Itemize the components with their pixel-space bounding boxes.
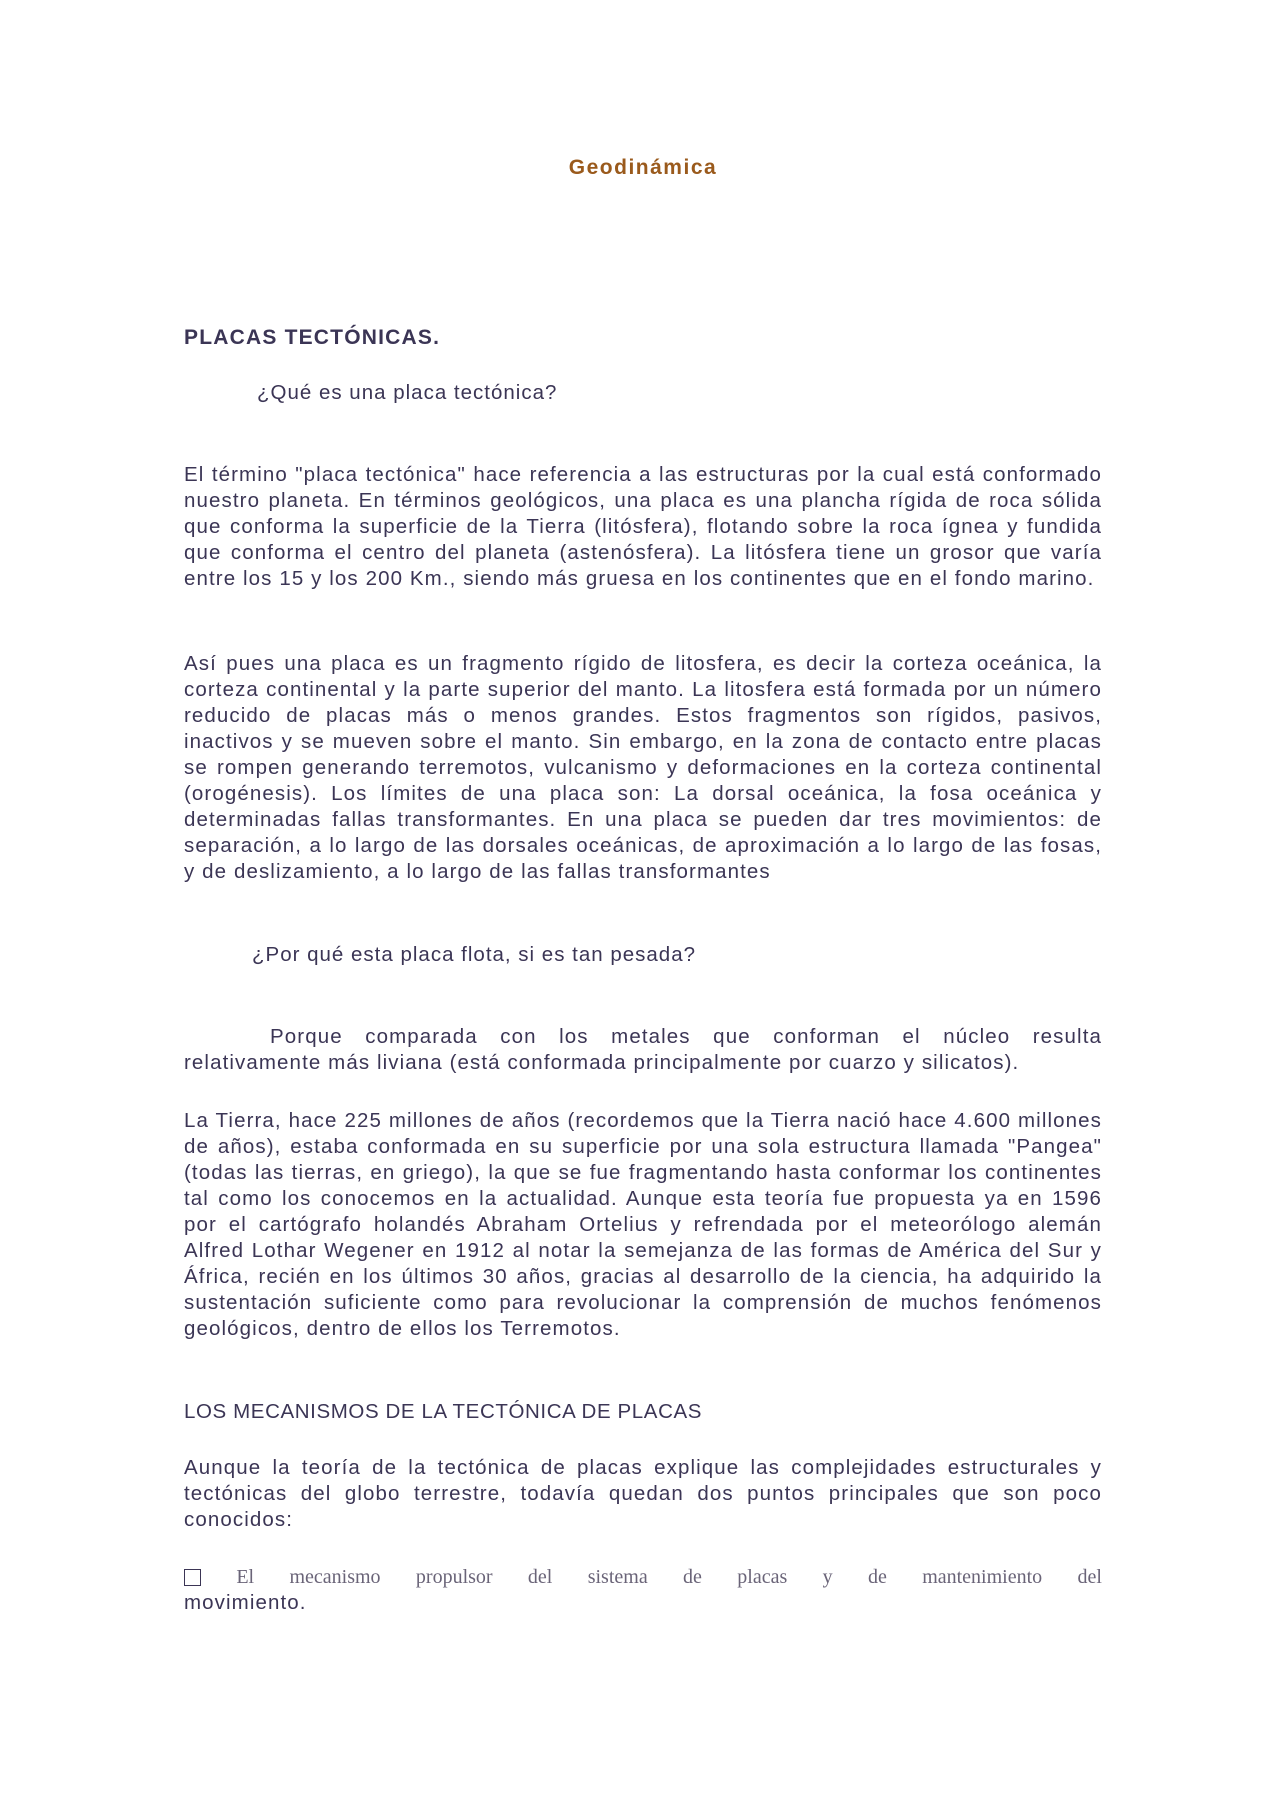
bullet-word: mantenimiento	[922, 1566, 1043, 1588]
document-title: Geodinámica	[568, 156, 718, 179]
paragraph-pangea: La Tierra, hace 225 millones de años (recordemos que la Tierra nació hace 4.600 millones de años), estaba conformada en su superficie por una sola estructura llamada "Pangea" (todas las tierras, en griego), la que se fue fragmentando hasta conformar los continentes tal como los conocemos en la actualidad. Aunque esta teoría fue propuesta ya en 1596 por el cartógrafo holandés Abraham Ortelius y refrendada por el meteorólogo alemán Alfred Lothar Wegener en 1912 al notar la semejanza de las formas de América del Sur y África, recién en los últimos 30 años, gracias al desarrollo de la ciencia, ha adquirido la sustentación suficiente como para revolucionar la comprensión de muchos fenómenos geológicos, dentro de ellos los Terremotos.	[184, 1109, 1102, 1340]
question-why-float: ¿Por qué esta placa flota, si es tan pesada?	[252, 943, 697, 966]
bullet-word: de	[867, 1566, 887, 1588]
paragraph-plate-fragment: Así pues una placa es un fragmento rígido de litosfera, es decir la corteza oceánica, la corteza continental y la parte superior del manto. La litosfera está formada por un número reducido de placas más o menos grandes. Estos fragmentos son rígidos, pasivos, inactivos y se mueven sobre el manto. Sin embargo, en la zona de contacto entre placas se rompen generando terremotos, vulcanismo y deformaciones en la corteza continental (orogénesis). Los límites de una placa son: La dorsal oceánica, la fosa oceánica y determinadas fallas transformantes. En una placa se pueden dar tres movimientos: de separación, a lo largo de las dorsales oceánicas, de aproximación a lo largo de las fosas, y de deslizamiento, a lo largo de las fallas transformantes	[184, 652, 1102, 883]
bullet-word: mecanismo	[289, 1566, 381, 1588]
document-page	[184, 0, 1102, 1811]
bullet-word: placas	[737, 1566, 788, 1588]
section-heading: PLACAS TECTÓNICAS.	[184, 326, 441, 349]
bullet-continuation: movimiento.	[184, 1591, 307, 1614]
bullet-word: y	[822, 1566, 833, 1588]
bullet-word: del	[1077, 1566, 1102, 1588]
paragraph-definition: El término "placa tectónica" hace referencia a las estructuras por la cual está conformado nuestro planeta. En términos geológicos, una placa es una plancha rígida de roca sólida que conforma la superficie de la Tierra (litósfera), flotando sobre la roca ígnea y fundida que conforma el centro del planeta (astenósfera). La litósfera tiene un grosor que varía entre los 15 y los 200 Km., siendo más gruesa en los continentes que en el fondo marino.	[184, 463, 1102, 590]
bullet-item	[184, 1564, 1102, 1616]
bullet-word: sistema	[587, 1566, 648, 1588]
bullet-word: El	[236, 1566, 255, 1588]
checkbox-square-icon	[184, 1569, 201, 1586]
bullet-word: propulsor	[415, 1566, 493, 1588]
paragraph-mechanisms-intro: Aunque la teoría de la tectónica de placas explique las complejidades estructurales y tectónicas del globo terrestre, todavía quedan dos puntos principales que son poco conocidos:	[184, 1456, 1102, 1531]
paragraph-float-answer: Porque comparada con los metales que conforman el núcleo resulta relativamente más liviana (está conformada principalmente por cuarzo y silicatos).	[184, 1025, 1102, 1074]
question-what-is-plate: ¿Qué es una placa tectónica?	[257, 381, 558, 404]
subheading-mechanisms: LOS MECANISMOS DE LA TECTÓNICA DE PLACAS	[184, 1400, 703, 1423]
bullet-word: de	[683, 1566, 702, 1588]
bullet-word: del	[527, 1566, 553, 1588]
bullet-first-line	[184, 1564, 1102, 1590]
